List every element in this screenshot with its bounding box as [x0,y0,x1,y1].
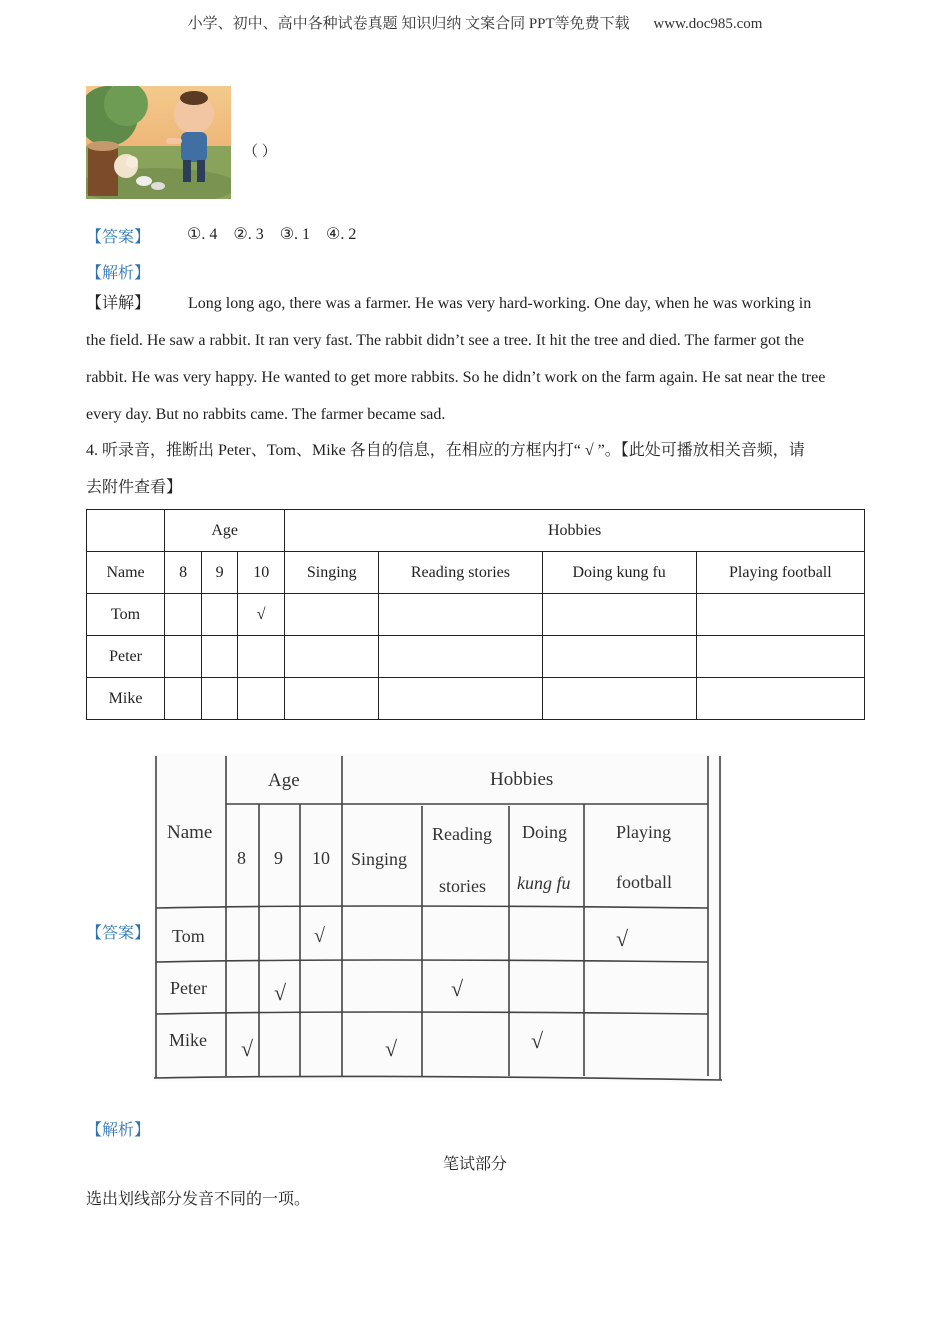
detail-line-1: Long long ago, there was a farmer. He was very hard-working. One day, when he was working in [188,295,812,312]
table-cell[interactable] [238,678,285,720]
table-cell[interactable] [202,678,238,720]
table-cell[interactable] [238,636,285,678]
scan-age-8: 8 [237,848,246,868]
scan-name-mike: Mike [169,1030,207,1050]
table-cell[interactable] [202,636,238,678]
table-cell[interactable] [165,594,202,636]
analysis-tag-2: 【解析】 [86,1122,151,1139]
scan-kungfu-1: Doing [522,822,567,842]
age-8: 8 [165,552,202,594]
page-header [0,12,950,33]
scan-football-2: football [616,872,672,892]
age-header: Age [165,510,285,552]
table-cell[interactable]: √ [238,594,285,636]
age-10: 10 [238,552,285,594]
answer-values: ①. 4 ②. 3 ③. 1 ④. 2 [187,226,357,243]
scan-name-tom: Tom [172,926,205,946]
table-cell[interactable] [379,636,542,678]
table-cell[interactable] [542,636,696,678]
table-cell[interactable] [696,678,864,720]
scanned-answer-table [152,754,722,1082]
question-4-line-1: 4. 听录音，推断出 Peter、Tom、Mike 各自的信息，在相应的方框内打“ √ ”。【此处可播放相关音频，请 [86,442,805,459]
instruction-text: 选出划线部分发音不同的一项。 [86,1191,311,1208]
table-row [87,594,865,636]
header-url: www.doc985.com [653,16,763,32]
section-title: 笔试部分 [442,1156,507,1173]
farmer-rabbit-illustration [86,86,231,199]
hobby-reading: Reading stories [379,552,542,594]
scan-singing: Singing [351,849,408,869]
scan-hobbies-header: Hobbies [490,769,554,790]
scan-tick: √ [531,1028,544,1053]
table-cell[interactable] [542,678,696,720]
row-name: Mike [87,678,165,720]
table-cell[interactable] [379,678,542,720]
scan-age-9: 9 [274,848,283,868]
question-4-line-2: 去附件查看】 [86,479,183,496]
scan-name-header: Name [167,822,213,843]
scan-tick: √ [241,1036,254,1061]
scan-age-10: 10 [312,848,330,868]
scan-reading-2: stories [439,876,486,896]
answer-tag: 【答案】 [86,229,151,246]
table-cell[interactable] [285,636,379,678]
header-text: 小学、初中、高中各种试卷真题 知识归纳 文案合同 PPT等免费下载 [187,16,630,32]
table-cell[interactable] [285,594,379,636]
detail-tag: 【详解】 [86,295,151,312]
age-9: 9 [202,552,238,594]
detail-line-3: rabbit. He was very happy. He wanted to get more rabbits. So he didn’t work on the farm again. He sat near the tree [86,369,826,386]
scan-football-1: Playing [616,822,672,842]
row-name: Peter [87,636,165,678]
hobbies-header: Hobbies [285,510,865,552]
answer-blank: （ ） [243,144,277,160]
scan-tick: √ [451,976,464,1001]
scan-tick: √ [385,1036,398,1061]
detail-line-4: every day. But no rabbits came. The farmer became sad. [86,406,446,423]
scan-name-peter: Peter [170,978,207,998]
analysis-tag: 【解析】 [86,265,151,282]
detail-paragraph [86,285,865,433]
name-header: Name [87,552,165,594]
hobby-singing: Singing [285,552,379,594]
table-cell[interactable] [165,678,202,720]
question-4 [86,432,865,506]
scan-tick: √ [616,926,629,951]
scan-reading-1: Reading [432,824,492,844]
table-cell[interactable] [379,594,542,636]
scan-kungfu-2: kung fu [517,873,571,893]
scan-age-header: Age [268,770,300,791]
hobby-football: Playing football [696,552,864,594]
info-table [86,509,865,720]
scan-tick: √ [274,980,287,1005]
table-cell[interactable] [696,594,864,636]
row-name: Tom [87,594,165,636]
hobby-kungfu: Doing kung fu [542,552,696,594]
table-cell[interactable] [696,636,864,678]
table-cell[interactable] [542,594,696,636]
scan-tick: √ [314,925,325,947]
table-row [87,636,865,678]
detail-line-2: the field. He saw a rabbit. It ran very fast. The rabbit didn’t see a tree. It hit the tree and died. The farmer got the [86,332,804,349]
table-row [87,678,865,720]
answer-tag-2: 【答案】 [86,925,151,942]
table-cell[interactable] [285,678,379,720]
table-cell[interactable] [165,636,202,678]
table-cell[interactable] [202,594,238,636]
